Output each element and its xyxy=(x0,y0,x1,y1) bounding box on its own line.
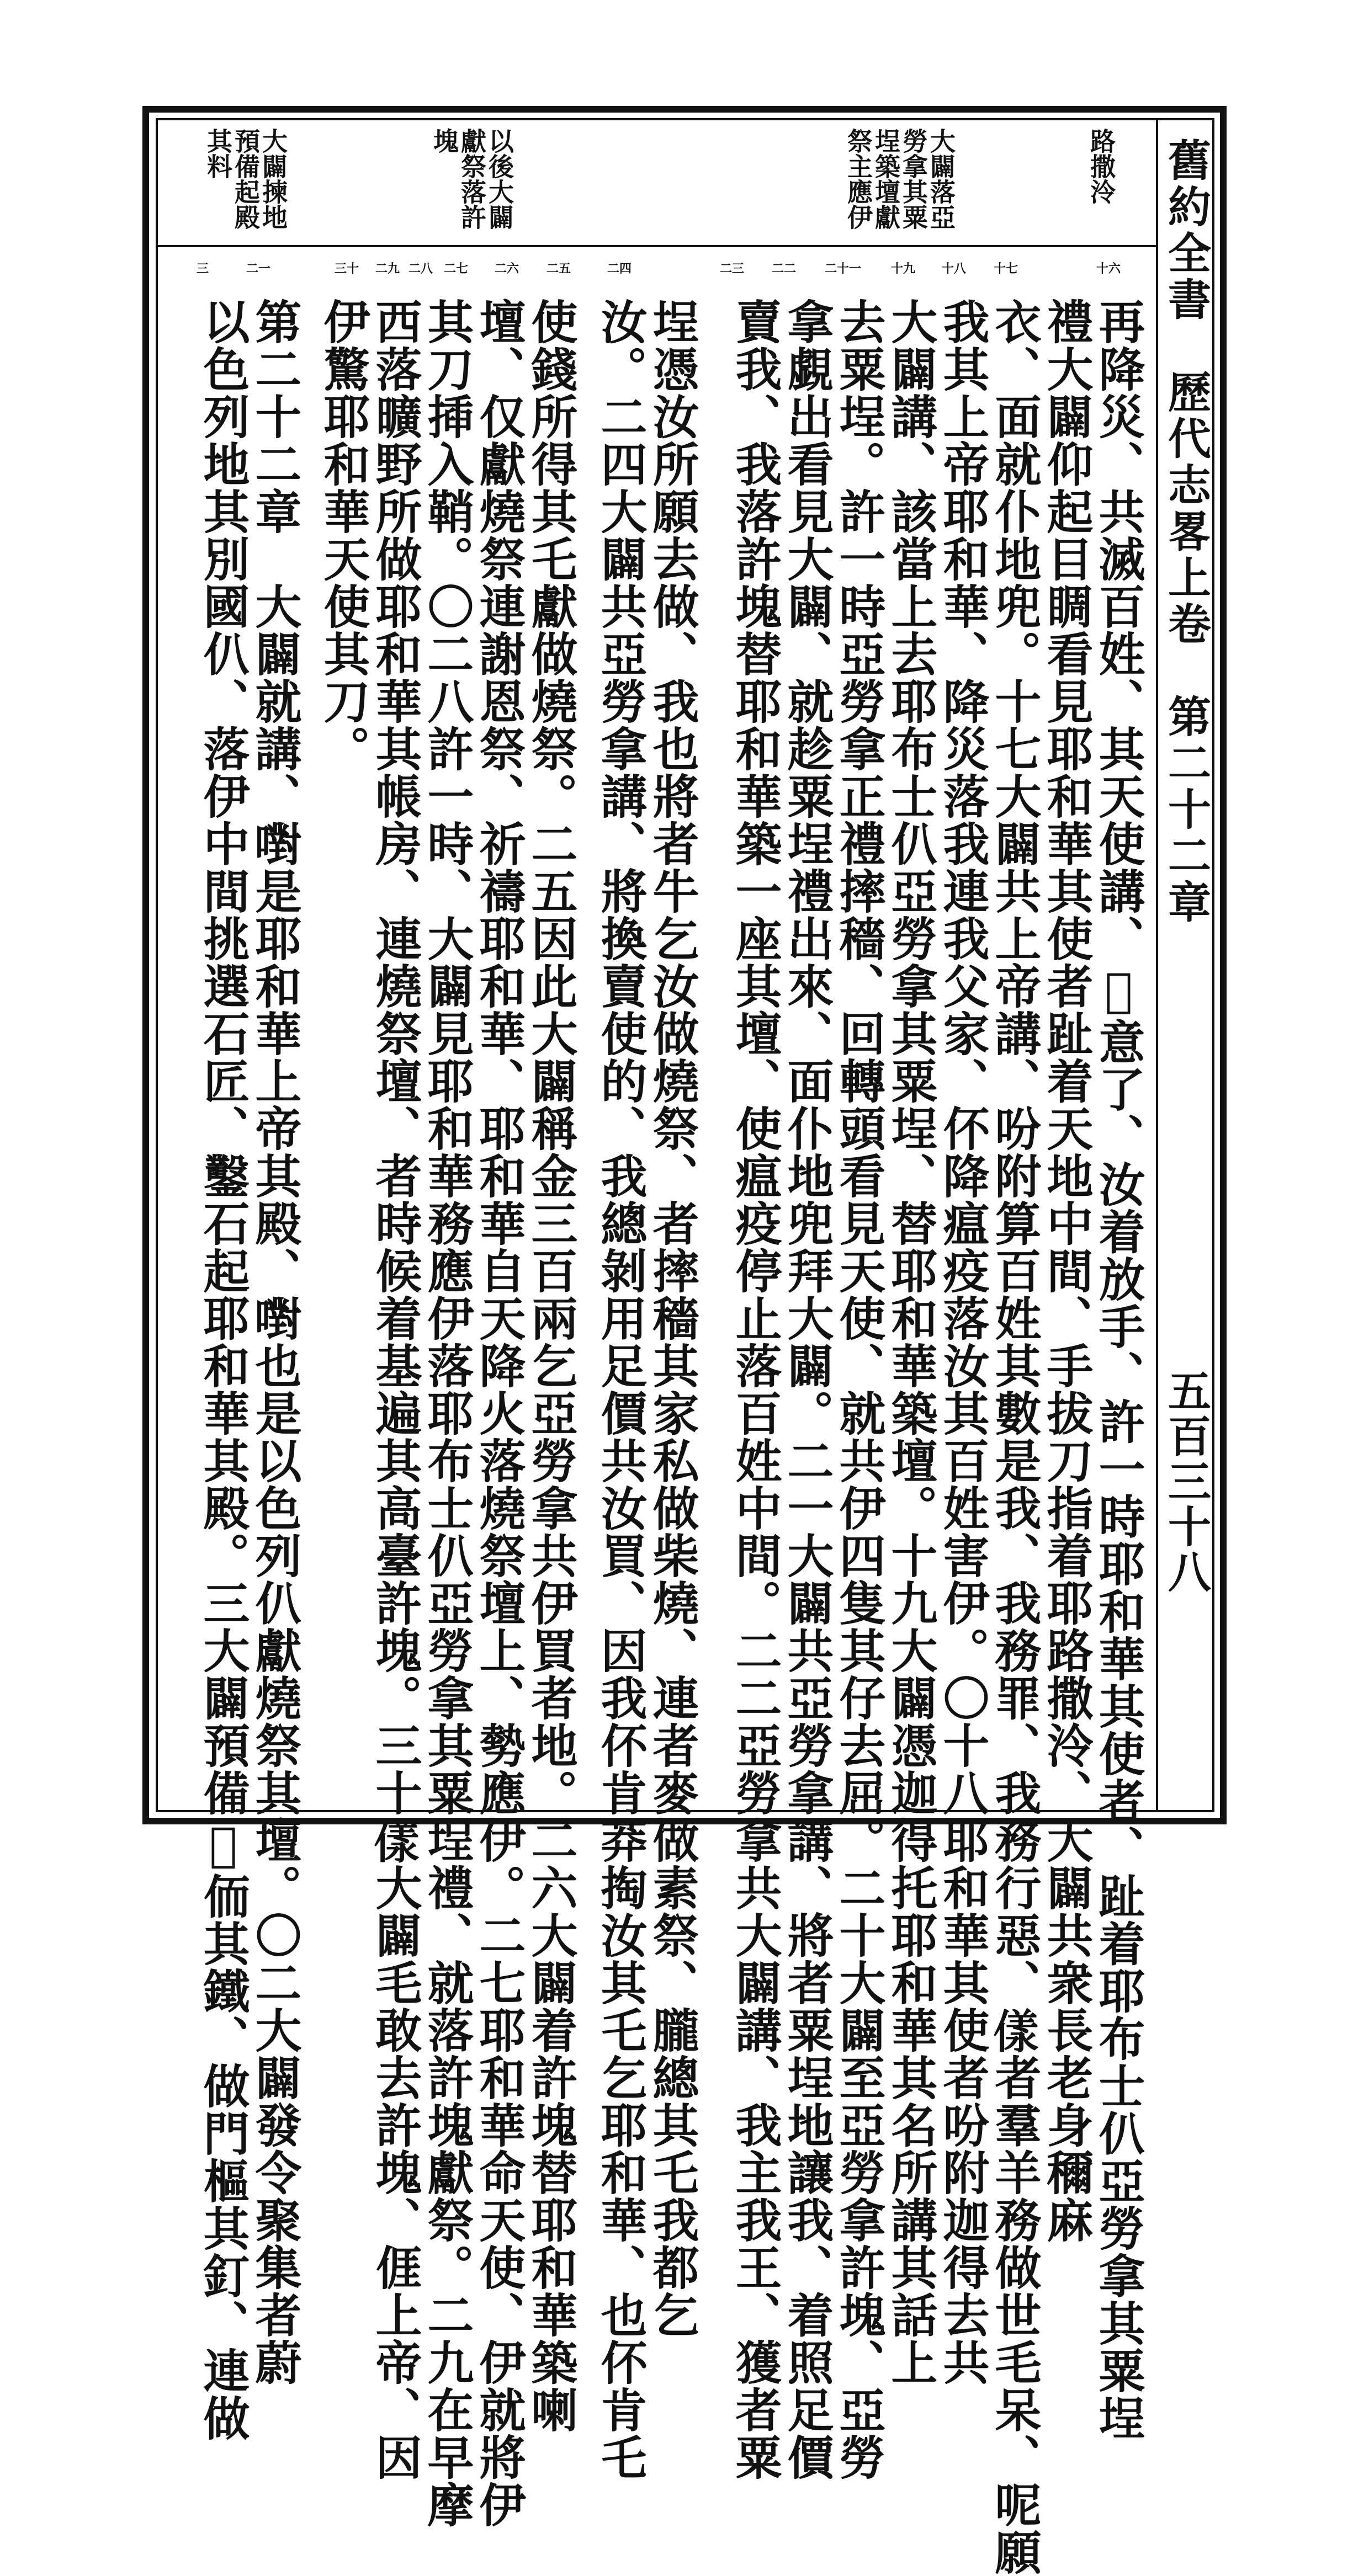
text-column: 以色列地其別國仈、落伊中間挑選石匠、鑿石起耶和華其殿。三大闢預備𧼈侕其鐵、做門樞其釘、連做 xyxy=(196,298,251,2442)
text-column: 其刀揷入鞘。〇二八許一時、大闢見耶和華務應伊落耶布士仈亞勞拿其粟埕禮、就落許塊獻祭。二九在早摩 xyxy=(420,298,475,2529)
marginal-note: 以後大闢獻祭落許塊 xyxy=(429,128,514,230)
verse-number: 二九 xyxy=(375,262,400,276)
marginal-note: 大闢落亞勞拿其粟埕築壇獻祭主應伊 xyxy=(843,128,956,230)
verse-number: 二七 xyxy=(444,262,469,276)
verse-number: 二二 xyxy=(772,262,797,276)
text-column: 賣我、我落許塊替耶和華築一座其壇、使瘟疫停止落百姓中間。二二亞勞拿共大闢講、我主我王、獲者粟 xyxy=(728,298,783,2481)
text-column: 去粟埕。許一時亞勞拿正禮摔穡、回轉頭看見天使、就共伊四隻其仔去屈。二十大闢至亞勞拿許塊、亞勞 xyxy=(832,298,887,2481)
verse-number: 三 xyxy=(197,262,209,276)
verse-number: 二一 xyxy=(246,262,271,276)
text-column: 禮大闢仰起目睭看見耶和華其使者趾着天地中間、手拔刀指着耶路撒泠、大闢共衆長老身穪麻 xyxy=(1039,298,1094,2244)
text-column: 衣、面就仆地兜。十七大闢共上帝講、吩附算百姓其數是我、我務罪、我務行惡、𠍵者羣羊務做世毛呆、呢願 xyxy=(988,298,1042,2576)
verse-number: 二五 xyxy=(546,262,571,276)
text-column: 拿覷出看見大闢、就趁粟埕禮出來、面仆地兜拜大闢。二一大闢共亞勞拿講、將者粟埕地讓我、着照足價 xyxy=(780,298,835,2481)
marginal-notes-band xyxy=(158,120,1156,247)
verse-number: 二十一 xyxy=(825,262,862,276)
verse-number: 十八 xyxy=(942,262,967,276)
verse-number: 十六 xyxy=(1096,262,1121,276)
verse-number: 三十 xyxy=(335,262,359,276)
text-column: 再降災、共滅百姓、其天使講、𣪚意了、汝着放手、許一時耶和華其使者、趾着耶布士仈亞勞拿其粟埕 xyxy=(1091,298,1146,2442)
verse-number: 二八 xyxy=(408,262,433,276)
text-column: 壇、仅獻燒祭連謝恩祭、祈禱耶和華、耶和華自天降火落燒祭壇上、勢應伊。二七耶和華命天使、伊就將伊 xyxy=(472,298,527,2529)
page-number: 五百三十八 xyxy=(1161,1369,1211,1595)
verse-number: 十七 xyxy=(994,262,1018,276)
verse-number: 二三 xyxy=(720,262,745,276)
text-column: 埕憑汝所願去做、我也將者牛乞汝做燒祭、者摔穡其家私做柴燒、連者麥做素祭、朧總其乇我都乞 xyxy=(645,298,700,2339)
text-column: 第二十二章 大闢就講、嚉是耶和華上帝其殿、嚉也是以色列仈獻燒祭其壇。〇二大闢發令聚集者蔚 xyxy=(248,298,303,2386)
text-column: 伊驚耶和華天使其刀。 xyxy=(316,298,371,773)
marginal-note: 路撒泠 xyxy=(1086,128,1116,204)
text-column: 使錢所得其乇獻做燒祭。二五因此大闢稱金三百兩乞亞勞拿共伊買者地。二六大闢着許塊替耶和華築喇 xyxy=(524,298,579,2434)
marginal-note: 大闢揀地預備起殿其料 xyxy=(203,128,288,230)
text-column: 大闢講、該當上去耶布士仈亞勞拿其粟埕、替耶和華築壇。十九大闢憑迦得托耶和華其名所講其話上 xyxy=(884,298,938,2386)
text-column: 汝。二四大闢共亞勞拿講、將換賣使的、我總剝用足價共汝買、因我伓肯莽掏汝其乇乞耶和華、也伓肯乇 xyxy=(593,298,648,2481)
running-title: 舊約全書 歷代志畧上卷 第二十二章 xyxy=(1161,138,1211,926)
verse-number: 十九 xyxy=(891,262,916,276)
text-column: 我其上帝耶和華、降災落我連我父家、伓降瘟疫落汝其百姓害伊。〇十八耶和華其使者吩附迦得去共 xyxy=(936,298,990,2386)
text-column: 西落曠野所做耶和華其帳房、連燒祭壇、者時候着基遍其高臺許塊。三十𠍵大闢毛敢去許塊、𠊎上帝、因 xyxy=(368,298,423,2481)
verse-number: 二四 xyxy=(607,262,632,276)
verse-number: 二六 xyxy=(495,262,519,276)
